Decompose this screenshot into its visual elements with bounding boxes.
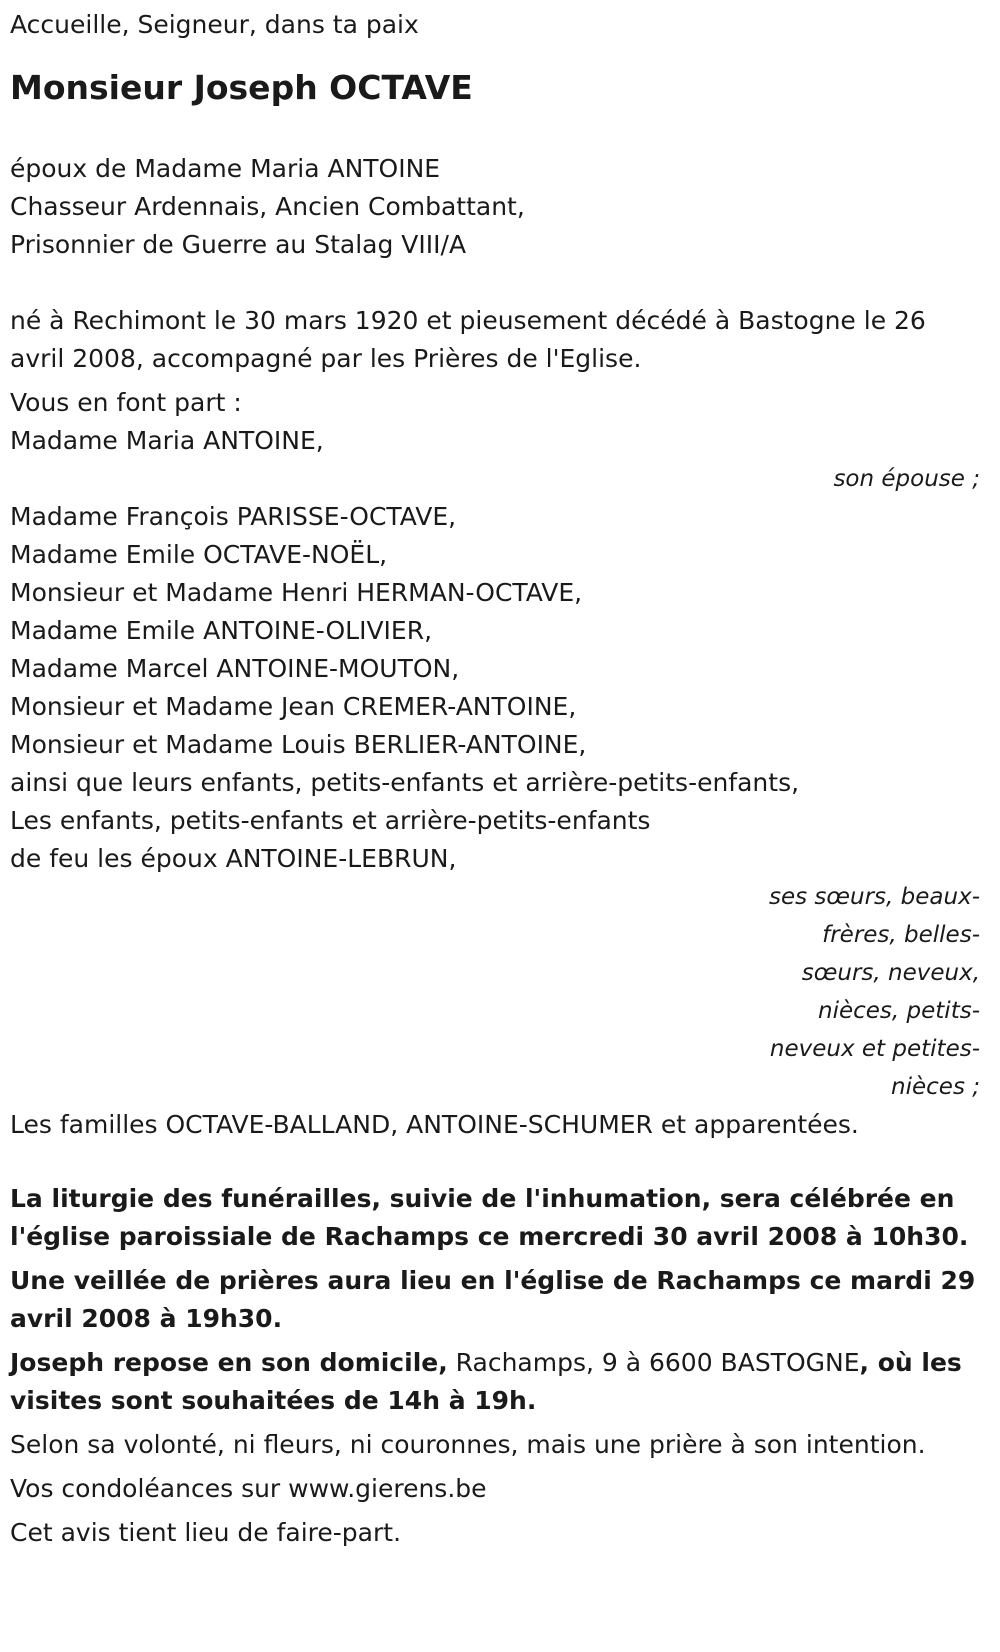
relative-line: Madame François PARISSE-OCTAVE, [10,502,457,531]
wishes-text: Selon sa volonté, ni fleurs, ni couronnes, mais une prière à son intention. [10,1430,926,1459]
relative-line: Les enfants, petits-enfants et arrière-petits-enfants [10,806,651,835]
spouse-info-line: Prisonnier de Guerre au Stalag VIII/A [10,230,467,259]
announcement [10,384,990,498]
spouse-info-line: Chasseur Ardennais, Ancien Combattant, [10,192,525,221]
vigil-info [10,1262,990,1338]
relative-line: Monsieur et Madame Louis BERLIER-ANTOINE, [10,730,587,759]
relatives-role-line: ses sœurs, beaux- [768,884,980,910]
relatives-list [10,498,990,878]
families-line: Les familles OCTAVE-BALLAND, ANTOINE-SCHUMER et apparentées. [10,1110,859,1139]
repose-info [10,1344,990,1420]
relatives-role-line: nièces, petits- [818,998,980,1024]
vigil-line: Une veillée de prières aura lieu en l'église de Rachamps ce mardi 29 [10,1266,976,1295]
notice-text: Cet avis tient lieu de faire-part. [10,1518,402,1547]
spouse-info-line: époux de Madame Maria ANTOINE [10,154,441,183]
relative-line: Madame Marcel ANTOINE-MOUTON, [10,654,460,683]
relatives-role-line: sœurs, neveux, [801,960,980,986]
spouse-role: son épouse ; [833,466,980,492]
relative-line: de feu les époux ANTOINE-LEBRUN, [10,844,457,873]
funeral-line: La liturgie des funérailles, suivie de l'inhumation, sera célébrée en [10,1184,955,1213]
condolences-text: Vos condoléances sur www.gierens.be [10,1474,487,1503]
relatives-role-line: neveux et petites- [769,1036,980,1062]
vigil-line: avril 2008 à 19h30. [10,1304,283,1333]
repose-bold-end: , où les [859,1348,962,1377]
relative-line: ainsi que leurs enfants, petits-enfants et arrière-petits-enfants, [10,768,800,797]
relatives-role-line: nièces ; [891,1074,980,1100]
repose-line [10,1344,990,1382]
spouse-info [10,150,990,264]
relative-line: Madame Emile ANTOINE-OLIVIER, [10,616,433,645]
announce-intro: Vous en font part : [10,388,242,417]
repose-visits: visites sont souhaitées de 14h à 19h. [10,1386,537,1415]
repose-address: Rachamps, 9 à 6600 BASTOGNE [447,1348,860,1377]
funeral-info [10,1180,990,1256]
birth-death-line: né à Rechimont le 30 mars 1920 et pieusement décédé à Bastogne le 26 [10,306,926,335]
relative-line: Monsieur et Madame Henri HERMAN-OCTAVE, [10,578,583,607]
deceased-name: Monsieur Joseph OCTAVE [10,68,473,107]
birth-death-line: avril 2008, accompagné par les Prières de l'Eglise. [10,344,642,373]
spouse-name: Madame Maria ANTOINE, [10,426,324,455]
birth-death-text [10,302,990,378]
funeral-line: l'église paroissiale de Rachamps ce mercredi 30 avril 2008 à 10h30. [10,1222,969,1251]
relative-line: Madame Emile OCTAVE-NOËL, [10,540,388,569]
intro-prayer: Accueille, Seigneur, dans ta paix [10,10,419,39]
relatives-role-line: frères, belles- [822,922,980,948]
relative-line: Monsieur et Madame Jean CREMER-ANTOINE, [10,692,577,721]
repose-bold-start: Joseph repose en son domicile, [10,1348,448,1377]
relatives-role [10,878,990,1106]
